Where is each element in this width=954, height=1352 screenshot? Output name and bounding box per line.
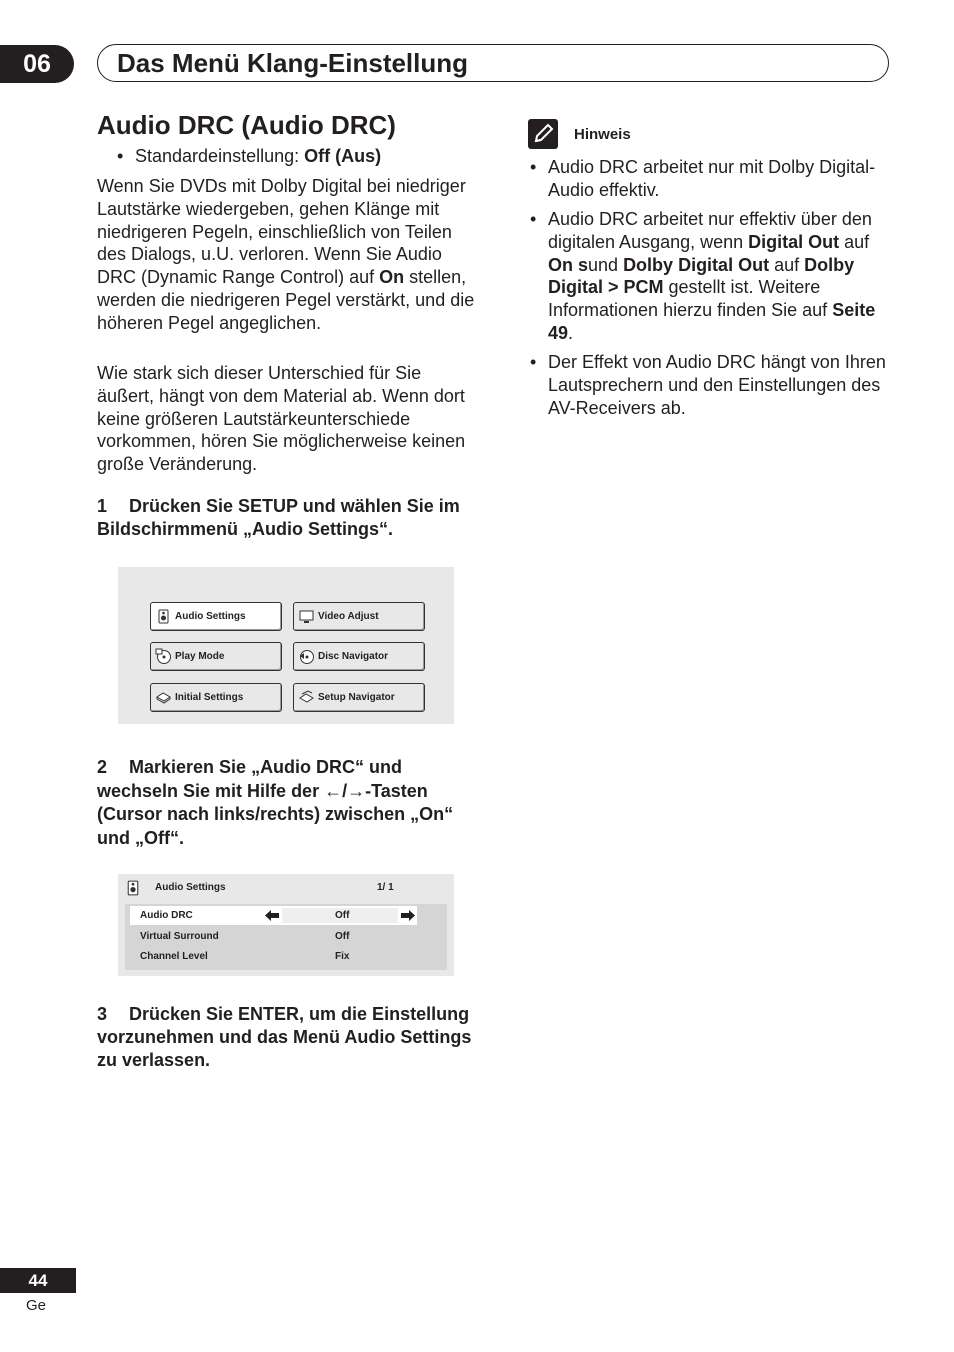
osd-row-virtual-surround[interactable]: Virtual Surround Off xyxy=(140,931,350,942)
page-number: 44 xyxy=(0,1268,76,1293)
step-3: 3 Drücken Sie ENTER, um die Einstellung vorzunehmen und das Menü Audio Settings zu verlassen. xyxy=(97,1004,472,1070)
intro-paragraph: Wenn Sie DVDs mit Dolby Digital bei niedriger Lautstärke wiedergeben, gehen Klänge mit niedrigeren Pegeln, einschließlich von Teilen des Dialogs, u.U. verloren. Wenn Sie Audio DRC (Dynamic Range Control) auf On stellen, werden die niedrigeren Pegel verstärkt, und die höheren Pegel angeglichen. xyxy=(97,176,475,333)
osd-setup-menu xyxy=(118,567,454,724)
bullet: • xyxy=(530,209,537,229)
osd-setup-navigator-button[interactable]: Setup Navigator xyxy=(293,683,425,712)
page-title: Das Menü Klang-Einstellung xyxy=(117,48,469,78)
osd-play-mode-button[interactable]: Play Mode xyxy=(150,642,282,671)
note-title: Hinweis xyxy=(574,126,631,143)
disc-play-icon xyxy=(155,648,172,665)
speaker-icon xyxy=(155,608,172,625)
note-bullet-3: • Der Effekt von Audio DRC hängt von Ihren Lautsprechern und den Einstellungen des AV-Receivers ab. xyxy=(530,352,886,418)
default-value: Off (Aus) xyxy=(304,146,382,166)
arrow-right-icon[interactable] xyxy=(401,910,415,921)
bullet: • xyxy=(530,352,537,372)
default-label: Standardeinstellung: xyxy=(135,146,300,166)
arrow-left-icon[interactable] xyxy=(265,910,279,921)
osd-row-audio-drc[interactable]: Audio DRC Off xyxy=(130,906,417,925)
note-bullet-2: • Audio DRC arbeitet nur effektiv über den digitalen Ausgang, wenn Digital Out auf On sund Dolby Digital Out auf Dolby Digital > PCM gestellt ist. Weitere Informationen hierzu finden Sie auf Seite 49. xyxy=(530,209,876,343)
step-2: 2 Markieren Sie „Audio DRC“ und wechseln Sie mit Hilfe der ←/→-Tasten (Cursor nach links/rechts) zwischen „On“ und „Off“. xyxy=(97,757,454,848)
disc-navigator-icon xyxy=(298,648,315,665)
language-code: Ge xyxy=(26,1297,47,1314)
osd-disc-navigator-button[interactable]: Disc Navigator xyxy=(293,642,425,671)
osd-audio-settings-screen xyxy=(118,874,454,976)
osd-video-adjust-button[interactable]: Video Adjust xyxy=(293,602,425,631)
chapter-number-badge: 06 xyxy=(0,45,74,83)
monitor-icon xyxy=(298,608,315,625)
osd-row-channel-level[interactable]: Channel Level Fix xyxy=(140,951,350,962)
step-1: 1 Drücken Sie SETUP und wählen Sie im Bildschirmmenü „Audio Settings“. xyxy=(97,496,460,539)
settings-box-icon xyxy=(155,689,172,706)
section-title: Audio DRC (Audio DRC) xyxy=(97,110,396,140)
note-pencil-icon xyxy=(528,119,558,149)
osd-initial-settings-button[interactable]: Initial Settings xyxy=(150,683,282,712)
osd-page-indicator: 1/ 1 xyxy=(377,882,394,893)
osd-audio-settings-button[interactable]: Audio Settings xyxy=(150,602,282,631)
bullet: • xyxy=(530,157,537,177)
osd-settings-list xyxy=(125,904,447,970)
left-right-arrows-icon: ←/→ xyxy=(324,780,366,801)
setup-navigator-icon xyxy=(298,689,315,706)
default-setting xyxy=(117,145,381,168)
bullet: • xyxy=(117,146,124,166)
second-paragraph: Wie stark sich dieser Unterschied für Sie äußert, hängt von dem Material ab. Wenn dort keine größeren Lautstärkeunterschiede vorkommen, hören Sie möglicherweise keinen große Veränderung. xyxy=(97,363,466,475)
speaker-icon xyxy=(124,879,142,897)
note-bullet-1: • Audio DRC arbeitet nur mit Dolby Digital-Audio effektiv. xyxy=(530,157,876,200)
osd-audio-title: Audio Settings xyxy=(155,882,226,893)
